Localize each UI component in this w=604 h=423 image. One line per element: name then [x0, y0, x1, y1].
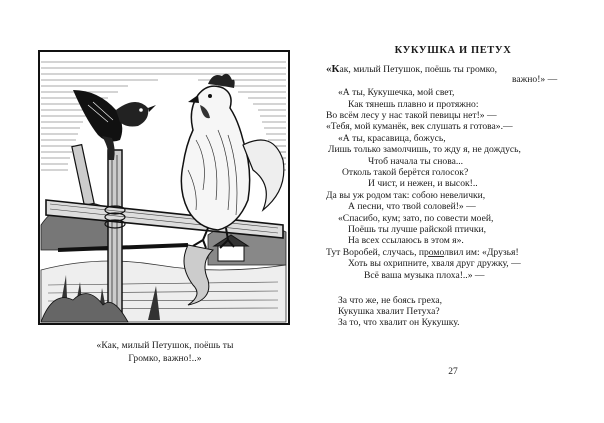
poem-line: За то, что хвалит он Кукушку. [338, 317, 460, 328]
poem-line: Всё ваша музыка плоха!..» — [364, 270, 485, 281]
page-number: 27 [448, 367, 458, 377]
poem-line: Во всём лесу у нас такой певицы нет!» — [326, 110, 497, 121]
caption-line-1: «Как, милый Петушок, поёшь ты [96, 341, 234, 351]
fence-post-icon [108, 150, 122, 320]
poem-line: «Как, милый Петушок, поёшь ты громко, [326, 63, 498, 75]
poem-line: Тут Воробей, случась, промолвил им: «Друзья! [326, 247, 519, 258]
illustration [38, 50, 290, 325]
poem-line: Кукушка хвалит Петуха? [338, 306, 440, 317]
lead-letter: «К [326, 63, 340, 75]
poem-line: Лишь только замолчишь, то жду я, не дождусь, [328, 144, 521, 155]
poem-line: И чист, и нежен, и высок!.. [368, 178, 478, 189]
poem-title: КУКУШКА И ПЕТУХ [394, 45, 512, 56]
poem-line: Как тянешь плавно и протяжно: [348, 99, 479, 110]
poem-line: За что же, не боясь греха, [338, 295, 443, 306]
caption-line-2: Громко, важно!..» [128, 354, 202, 364]
poem-line: На всех ссылаюсь в этом я». [348, 235, 464, 246]
poem-line: «Спасибо, кум; зато, по совести моей, [338, 213, 494, 224]
section-divider [428, 256, 444, 257]
poem-line: Да вы уж родом так: собою невелички, [326, 190, 486, 201]
poem-line: «Тебя, мой куманёк, век слушать я готова».— [326, 121, 513, 132]
poem-line: «А ты, красавица, божусь, [338, 133, 446, 144]
poem-line: Хоть вы охрипните, хваля друг дружку, — [348, 258, 521, 269]
poem-line: «А ты, Кукушечка, мой свет, [338, 87, 455, 98]
poem-line: Чтоб начала ты снова... [368, 156, 464, 167]
illustration-caption [40, 340, 290, 366]
poem-line: А песни, что твой соловей!» — [348, 201, 476, 212]
poem-line: Отколь такой берётся голосок? [342, 167, 469, 178]
right-page [302, 0, 604, 423]
poem-line: важно!» — [512, 74, 558, 85]
poem-line: Поёшь ты лучше райской птички, [348, 224, 487, 235]
